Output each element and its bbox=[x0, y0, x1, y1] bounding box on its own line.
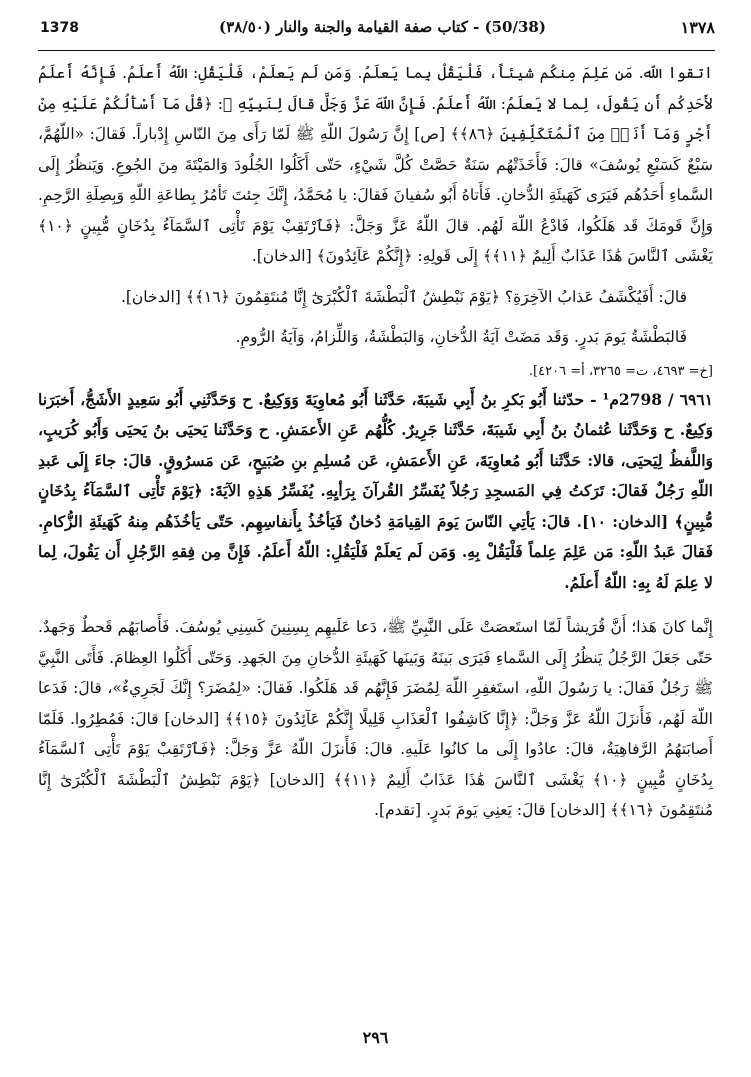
cross-reference-note: [خ= ٤٦٩٣، ت= ٣٢٦٥، أ= ٤٢٠٦]. bbox=[528, 363, 713, 379]
paragraph-narration: إِنَّما كانَ هَذا؛ أَنَّ قُرَيشاً لَمّا استَعصَتْ عَلَى النَّبِيِّ ﷺ، دَعا عَلَيهِم بِسِنِينَ كَسِنِي يُوسُفَ. فَأَصابَهُم قَحطٌ وَجَهدٌ. حَتّى جَعَلَ الرَّجُلُ يَنظُرُ إِلَى السَّماءِ فَيَرَى بَينَهُ وَبَينَها كَهَيئَةِ الدُّخانِ مِنَ الجَهدِ. وَحَتّى أَكَلُوا العِظامَ. فَأَتَى النَّبِيَّ ﷺ رَجُلٌ فَقالَ: يا رَسُولَ اللّهِ، استَغفِرِ اللّهَ لِمُضَرَ فَإِنَّهُم قَد هَلَكُوا. فَقالَ: «لِمُضَرَ؟ إِنَّكَ لَجَرِيءٌ»، قالَ: فَدَعا اللّهَ لَهُم، فَأَنزَلَ اللّهُ عَزَّ وَجَلَّ: ﴿إِنَّا كَاشِفُوا ٱلْعَذَابِ قَلِيلًا إِنَّكُمْ عَآئِدُونَ ﴿١٥﴾﴾ [الدخان] قالَ: فَمُطِرُوا. فَلَمّا أَصابَتهُمُ الرَّفاهِيَةُ، قالَ: عادُوا إِلَى ما كانُوا عَلَيهِ. قالَ: فَأَنزَلَ اللّهُ عَزَّ وَجَلَّ: ﴿فَٱرْتَقِبْ يَوْمَ تَأْتِى ٱلسَّمَآءُ بِدُخَانٍ مُّبِينٍ ﴿١٠﴾ يَغْشَى ٱلنَّاسَ هَٰذَا عَذَابٌ أَلِيمٌ ﴿١١﴾﴾ [الدخان] ﴿يَوْمَ نَبْطِشُ ٱلْبَطْشَةَ ٱلْكُبْرَىٰٓ إِنَّا مُنتَقِمُونَ ﴿١٦﴾﴾ [الدخان] قالَ: يَعنِي يَومَ بَدرٍ. [تقدم]. bbox=[38, 618, 714, 819]
paragraph-question: قالَ: أَفَيُكْشَفُ عَذابُ الآخِرَةِ؟ ﴿يَوْمَ نَبْطِشُ ٱلْبَطْشَةَ ٱلْكُبْرَىٰٓ إِنَّا مُنتَقِمُونَ ﴿١٦﴾﴾ [الدخان]. bbox=[120, 287, 687, 306]
page-footer-number: ٢٩٦ bbox=[362, 1028, 389, 1047]
page-number-latin: 1378 bbox=[40, 20, 79, 36]
main-text bbox=[38, 58, 713, 826]
paragraph-conclusion: فَالبَطْشَةُ يَومَ بَدرٍ. وَقَد مَضَتْ آيَةُ الدُّخانِ، وَالبَطْشَةُ، وَاللِّزامُ، وَآيَةُ الرُّومِ. bbox=[235, 328, 687, 346]
page-number-arabic: ١٣٧٨ bbox=[680, 18, 715, 37]
running-title: (50/38) - كتاب صفة القيامة والجنة والنار (٣٨/٥٠) bbox=[219, 18, 546, 36]
header-divider bbox=[38, 50, 715, 51]
hadith-chain-paragraph: ٦٩٦١ / 2798م¹ - حدّثنا أَبُو بَكرِ بنُ أَبِي شَيبَةَ، حَدَّثَنا أَبُو مُعاوِيَةَ وَوَكِيعٌ. ح وَحَدَّثَنِي أَبُو سَعِيدٍ الأَشَجُّ، أَخبَرَنا وَكِيعٌ. ح وَحَدَّثَنا عُثمانُ بنُ أَبِي شَيبَةَ، حَدَّثَنا جَرِيرٌ. كُلُّهُم عَنِ الأَعمَشِ. ح وَحَدَّثَنا يَحيَى بنُ يَحيَى وَأَبُو كُرَيبٍ، وَاللَّفظُ لِيَحيَى، قالا: حَدَّثَنا أَبُو مُعاوِيَةَ، عَنِ الأَعمَشِ، عَن مُسلِمِ بنِ صُبَيحٍ، عَن مَسرُوقٍ. قالَ: جاءَ إِلَى عَبدِ اللّهِ رَجُلٌ فَقالَ: تَرَكتُ فِي المَسجِدِ رَجُلاً يُفَسِّرُ القُرآنَ بِرَأيِهِ. يُفَسِّرُ هَذِهِ الآيَةَ: ﴿يَوْمَ تَأْتِى ٱلسَّمَآءُ بِدُخَانٍ مُّبِينٍ﴾ [الدخان: ١٠]. قالَ: يَأتِي النّاسَ يَومَ القِيامَةِ دُخانٌ فَيَأخُذُ بِأَنفاسِهِم. حَتّى يَأخُذَهُم مِنهُ كَهَيئَةِ الزُّكامِ. فَقالَ عَبدُ اللّهِ: مَن عَلِمَ عِلماً فَلْيَقُلْ بِهِ. وَمَن لَم يَعلَمْ فَلْيَقُلِ: اللّهُ أَعلَمُ. فَإِنَّ مِن فِقهِ الرَّجُلِ أَن يَقُولَ، لِما لا عِلمَ لَهُ بِهِ: اللّهُ أَعلَمُ. bbox=[38, 389, 713, 592]
page-header bbox=[40, 18, 715, 44]
paragraph-quran-commentary: اتقوا اللّه. مَن عَلِمَ مِنكُم شيئاً، فَلْيَقُلْ بِما يَعلَمُ. وَمَن لَم يَعلَمْ، فَلْيَقُلِ: اللّهُ أَعلَمُ. فَإِنَّهُ أَعلَمُ لأَحَدِكُم أَن يَقُولَ، لِما لا يَعلَمُ: اللّهُ أَعلَمُ. فَإِنَّ اللّهَ عَزَّ وَجَلَّ قالَ لِنَبِيِّهِ ﷺ: ﴿قُلْ مَآ أَسْأَلُكُمْ عَلَيْهِ مِنْ أَجْرٍ وَمَآ أَنَا۠ مِنَ ٱلْمُتَكَلِّفِينَ ﴿٨٦﴾﴾ [ص] إِنَّ رَسُولَ اللّهِ ﷺ لَمّا رَأَى مِنَ النّاسِ إِدْباراً. فَقالَ: «اللّهُمَّ، سَبْعٌ كَسَبْعِ يُوسُفَ» قالَ: فَأَخَذَتْهُم سَنَةٌ حَصَّتْ كُلَّ شَيْءٍ، حَتّى أَكَلُوا الجُلُودَ وَالمَيْتَةَ مِنَ الجُوعِ. وَيَنظُرُ إِلَى السَّماءِ أَحَدُهُم فَيَرَى كَهَيئَةِ الدُّخانِ. فَأَتاهُ أَبُو سُفيانَ فَقالَ: يا مُحَمَّدُ، إِنَّكَ جِئتَ تَأمُرُ بِطاعَةِ اللّهِ وَبِصِلَةِ الرَّحِمِ. وَإِنَّ قَومَكَ قَد هَلَكُوا، فَادْعُ اللّهَ لَهُم. قالَ اللّهُ عَزَّ وَجَلَّ: ﴿فَٱرْتَقِبْ يَوْمَ تَأْتِى ٱلسَّمَآءُ بِدُخَانٍ مُّبِينٍ ﴿١٠﴾ يَغْشَى ٱلنَّاسَ هَٰذَا عَذَابٌ أَلِيمٌ ﴿١١﴾﴾ إِلَى قَولِهِ: ﴿إِنَّكُمْ عَآئِدُونَ﴾ [الدخان]. bbox=[38, 64, 713, 265]
